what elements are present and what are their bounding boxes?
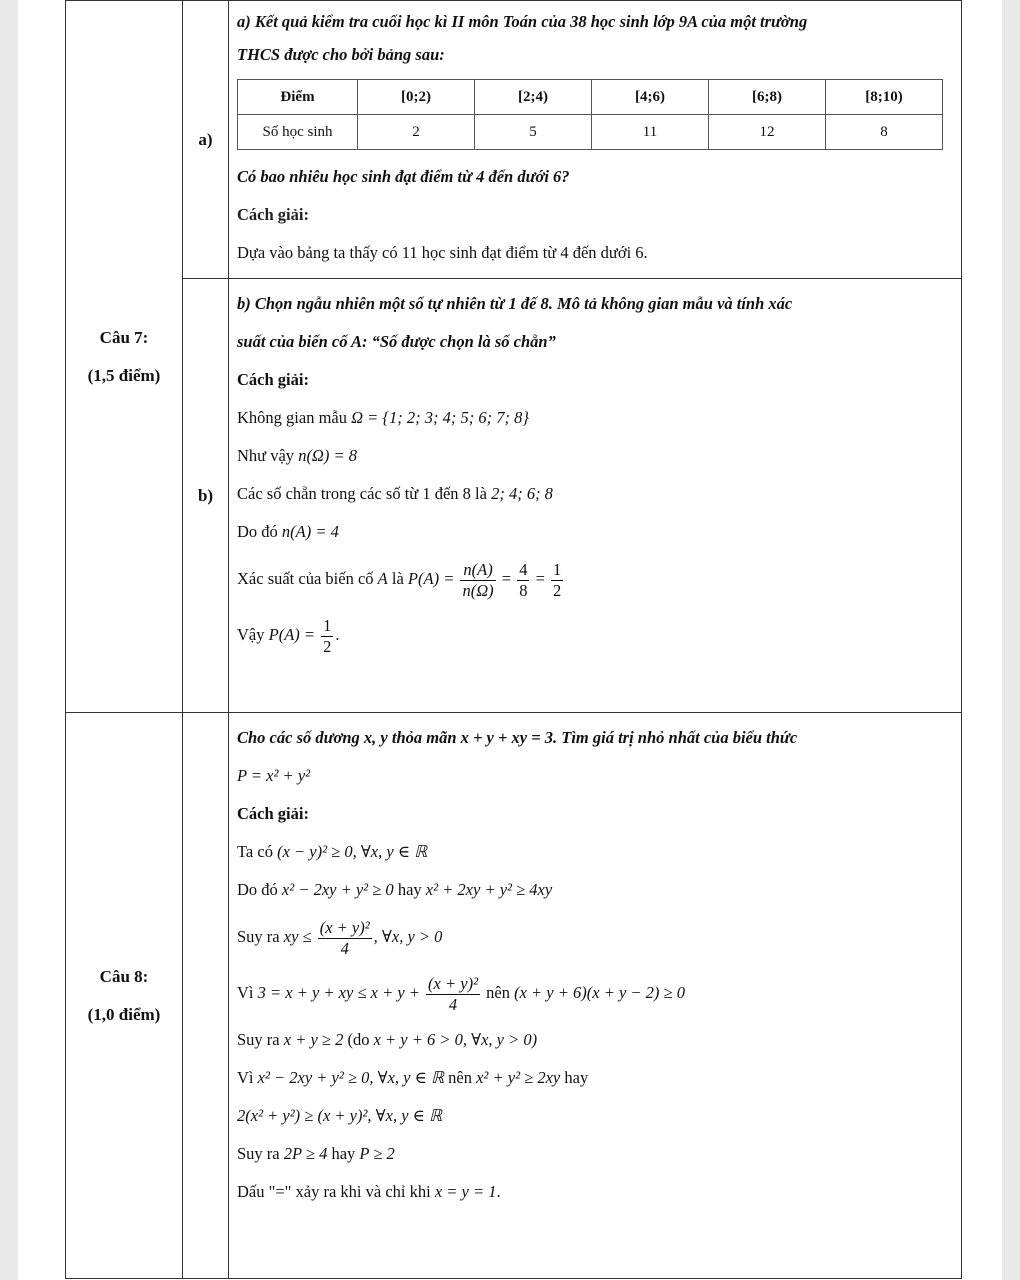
denominator: 8: [519, 580, 528, 600]
text: hay: [564, 1068, 589, 1087]
text: . Tìm giá trị nhỏ nhất của biểu thức: [553, 728, 798, 747]
part-a-answer: Dựa vào bảng ta thấy có 11 học sinh đạt điểm từ 4 đến dưới 6.: [237, 243, 648, 262]
answer-grid: [65, 0, 962, 1279]
question-7-label: [66, 1, 183, 713]
formula: P(A) =: [407, 569, 455, 588]
table-cell: Điểm: [238, 80, 358, 115]
formula: (x − y)² ≥ 0, ∀x, y ∈ ℝ: [277, 842, 428, 861]
table-cell: Số học sinh: [238, 115, 358, 150]
text: Suy ra: [237, 1144, 280, 1163]
text: Các số chẵn trong các số từ 1 đến 8 là: [237, 484, 487, 503]
fraction: [321, 616, 333, 657]
question-8-label: [66, 713, 183, 1279]
even-numbers-line: [237, 475, 953, 513]
score-table: [237, 79, 943, 150]
text: Vậy: [237, 625, 265, 644]
text: Suy ra: [237, 927, 280, 946]
q8-prompt: [237, 719, 953, 757]
numerator: 1: [553, 559, 562, 579]
formula: x² − 2xy + y² ≥ 0: [281, 880, 394, 899]
text: Ta có: [237, 842, 273, 861]
table-cell: [6;8): [709, 80, 826, 115]
fraction: [517, 560, 529, 601]
sample-space-line: [237, 399, 953, 437]
text: Suy ra: [237, 1030, 280, 1049]
text: Không gian mẫu: [237, 408, 347, 427]
formula: 2(x² + y²) ≥ (x + y)², ∀x, y ∈ ℝ: [237, 1106, 443, 1125]
denominator: n(Ω): [462, 580, 494, 600]
q8-step: [237, 965, 953, 1021]
formula: 2P ≥ 4: [283, 1144, 328, 1163]
question-8-content: [229, 713, 962, 1279]
formula: (x + y + 6)(x + y − 2) ≥ 0: [514, 983, 685, 1002]
formula: x = y = 1: [434, 1182, 497, 1201]
formula: xy ≤: [283, 927, 312, 946]
text: Dấu "=" xảy ra khi và chỉ khi: [237, 1182, 431, 1201]
formula: 3 = x + y + xy ≤ x + y +: [257, 983, 420, 1002]
part-a-prompt-line1: a) Kết quả kiểm tra cuối học kì II môn Toán của 38 học sinh lớp 9A của một trường: [237, 12, 808, 31]
formula: x + y + xy = 3: [460, 728, 553, 747]
part-a-question: Có bao nhiêu học sinh đạt điểm từ 4 đến dưới 6?: [237, 167, 570, 186]
numerator: 4: [519, 559, 528, 579]
fraction: [551, 560, 563, 601]
q8-step: [237, 909, 953, 965]
score-table-count-row: [238, 115, 943, 150]
formula: n(A) = 4: [281, 522, 339, 541]
probability-line: [237, 551, 953, 607]
table-cell: 2: [358, 115, 475, 150]
q8-step: [237, 1021, 953, 1059]
q8-step: [237, 833, 953, 871]
q8-step: [237, 1135, 953, 1173]
part-a-content: [229, 1, 962, 279]
part-b-prompt-line2: suất của biến cố A: “Số được chọn là số chẵn”: [237, 332, 556, 351]
sample-space-formula: Ω = {1; 2; 3; 4; 5; 6; 7; 8}: [351, 408, 529, 427]
text: Cho các số dương x, y thỏa mãn: [237, 728, 457, 747]
table-cell: [2;4): [475, 80, 592, 115]
denominator: 4: [340, 938, 349, 958]
sample-count-line: [237, 437, 953, 475]
equals: =: [535, 569, 545, 588]
text: Như vậy: [237, 446, 295, 465]
formula: P(A) =: [268, 625, 316, 644]
text: Do đó: [237, 522, 278, 541]
formula: n(Ω) = 8: [298, 446, 357, 465]
q8-step: [237, 871, 953, 909]
document-page: [18, 0, 1002, 1280]
score-table-header-row: [238, 80, 943, 115]
fraction: [318, 918, 372, 959]
table-cell: 12: [709, 115, 826, 150]
text: (do: [347, 1030, 370, 1049]
text: hay: [331, 1144, 356, 1163]
numerator: (x + y)²: [428, 973, 479, 993]
part-a-method: Cách giải:: [237, 205, 309, 224]
formula: x² − 2xy + y² ≥ 0, ∀x, y ∈ ℝ: [257, 1068, 445, 1087]
q8-method: Cách giải:: [237, 804, 309, 823]
question-8-points: (1,0 điểm): [87, 1004, 161, 1024]
fraction: [460, 560, 495, 601]
part-b-content: [229, 279, 962, 713]
q8-step: [237, 1097, 953, 1135]
period: .: [335, 625, 340, 644]
text: nên: [486, 983, 510, 1002]
table-cell: 8: [826, 115, 943, 150]
text: Do đó: [237, 880, 278, 899]
part-b-method: Cách giải:: [237, 370, 309, 389]
part-b-label: b): [183, 279, 229, 713]
numerator: 1: [323, 615, 332, 635]
formula: x² + y² ≥ 2xy: [476, 1068, 561, 1087]
part-a-label: a): [183, 1, 229, 279]
equals: =: [501, 569, 512, 588]
denominator: 2: [553, 580, 562, 600]
formula: x + y ≥ 2: [283, 1030, 344, 1049]
table-cell: 5: [475, 115, 592, 150]
text: Xác suất của biến cố: [237, 569, 374, 588]
table-cell: [0;2): [358, 80, 475, 115]
q8-step: [237, 1059, 953, 1097]
formula: P ≥ 2: [359, 1144, 395, 1163]
formula: 2; 4; 6; 8: [491, 484, 553, 503]
conclusion-line: [237, 607, 953, 663]
part-a-prompt-line2: THCS được cho bởi bảng sau:: [237, 45, 445, 64]
text: Vì: [237, 1068, 254, 1087]
question-7-points: (1,5 điểm): [87, 365, 161, 385]
table-cell: [4;6): [592, 80, 709, 115]
numerator: (x + y)²: [319, 917, 370, 937]
q8-step: [237, 1173, 953, 1211]
formula: x² + 2xy + y² ≥ 4xy: [425, 880, 553, 899]
fraction: [426, 974, 480, 1015]
text: Vì: [237, 983, 254, 1002]
text: là: [391, 569, 404, 588]
text: nên: [448, 1068, 472, 1087]
text: hay: [397, 880, 422, 899]
question-8-number: Câu 8:: [99, 966, 149, 986]
variable: A: [377, 569, 388, 588]
numerator: n(A): [460, 560, 495, 581]
table-cell: 11: [592, 115, 709, 150]
period: .: [496, 1182, 501, 1201]
event-count-line: [237, 513, 953, 551]
q8-expression: P = x² + y²: [237, 766, 311, 785]
formula: x + y + 6 > 0, ∀x, y > 0): [373, 1030, 538, 1049]
formula: , ∀x, y > 0: [373, 927, 443, 946]
denominator: 2: [323, 636, 332, 656]
empty-subcell: [183, 713, 229, 1279]
part-b-prompt-line1: b) Chọn ngẫu nhiên một số tự nhiên từ 1 đế 8. Mô tả không gian mẫu và tính xác: [237, 294, 793, 313]
denominator: 4: [448, 994, 458, 1014]
table-cell: [8;10): [826, 80, 943, 115]
question-7-number: Câu 7:: [99, 327, 149, 347]
